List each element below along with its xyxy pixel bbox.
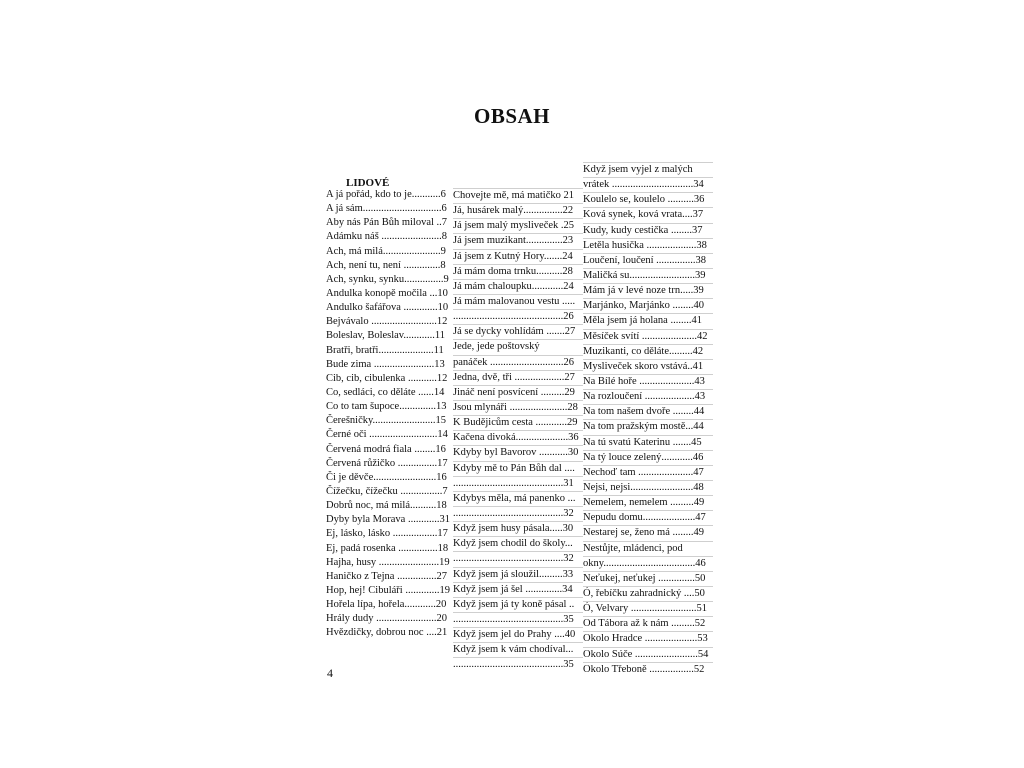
toc-entry: Mám já v levé noze trn.....39 xyxy=(583,283,713,298)
toc-entry: Já se dycky vohlídám .......27 xyxy=(453,324,583,339)
toc-entry: Mysliveček skoro vstává..41 xyxy=(583,359,713,374)
toc-entry: Když jsem vyjel z malých xyxy=(583,162,713,177)
toc-entry: Já mám chaloupku............24 xyxy=(453,279,583,294)
toc-entry: Ó, řebíčku zahradnický ....50 xyxy=(583,586,713,601)
toc-column-3 xyxy=(583,162,713,677)
toc-entry: Hajha, husy .......................19 xyxy=(326,556,450,568)
toc-entry: Nemelem, nemelem .........49 xyxy=(583,495,713,510)
toc-entry: Já jsem z Kutný Hory.......24 xyxy=(453,249,583,264)
toc-entry: Jede, jede poštovský xyxy=(453,339,583,354)
toc-entry: Jsou mlynáři ......................28 xyxy=(453,400,583,415)
toc-entry: okny...................................46 xyxy=(583,556,713,571)
toc-entry: Ková synek, ková vrata....37 xyxy=(583,207,713,222)
toc-entry: Andulka konopě močila ...10 xyxy=(326,287,448,299)
toc-entry: Kudy, kudy cestička ........37 xyxy=(583,223,713,238)
toc-entry: Dyby byla Morava ............31 xyxy=(326,514,450,526)
toc-entry: Na Bílé hoře .....................43 xyxy=(583,374,713,389)
toc-entry: Ej, lásko, lásko .................17 xyxy=(326,528,448,540)
toc-entry: Okolo Hradce ....................53 xyxy=(583,631,713,646)
toc-entry: Když jsem k vám chodíval... xyxy=(453,642,583,657)
toc-entry: Já jsem muzikant..............23 xyxy=(453,233,583,248)
toc-entry: Na tom pražským mostě...44 xyxy=(583,419,713,434)
toc-entry: Když jsem já ty koně pásal .. xyxy=(453,597,583,612)
toc-entry: ..........................................31 xyxy=(453,476,583,491)
toc-entry: Koulelo se, koulelo ..........36 xyxy=(583,192,713,207)
toc-entry: vrátek ...............................34 xyxy=(583,177,713,192)
toc-entry: Či je děvče........................16 xyxy=(326,471,447,483)
toc-entry: Boleslav, Boleslav............11 xyxy=(326,330,445,342)
toc-column-1 xyxy=(326,176,456,641)
toc-entry: Okolo Súče ........................54 xyxy=(583,647,713,662)
toc-entry: Na tý louce zelený............46 xyxy=(583,450,713,465)
toc-entry: Aby nás Pán Bůh miloval ..7 xyxy=(326,217,448,229)
toc-entry: Měla jsem já holana ........41 xyxy=(583,313,713,328)
toc-entry: Bejvávalo .........................12 xyxy=(326,316,448,328)
toc-column-2 xyxy=(453,188,583,673)
toc-entry: Ach, synku, synku...............9 xyxy=(326,273,449,285)
toc-entry: A já sám..............................6 xyxy=(326,203,447,215)
toc-entry: Co, sedláci, co děláte ......14 xyxy=(326,386,445,398)
toc-entry: Nepudu domu....................47 xyxy=(583,510,713,525)
toc-entry: Hrály dudy .......................20 xyxy=(326,613,448,625)
toc-entry: Cib, cib, cibulenka ...........12 xyxy=(326,372,448,384)
toc-entry: Ach, má milá......................9 xyxy=(326,245,446,257)
toc-entry: Když jsem já šel ..............34 xyxy=(453,582,583,597)
section-heading: LIDOVÉ xyxy=(346,177,390,189)
toc-entry: Nejsi, nejsi........................48 xyxy=(583,480,713,495)
toc-entry: Ach, není tu, není ..............8 xyxy=(326,259,446,271)
toc-entry: Od Tábora až k nám .........52 xyxy=(583,616,713,631)
toc-entry: Andulko šafářova .............10 xyxy=(326,302,449,314)
toc-entry: Jedna, dvě, tři ...................27 xyxy=(453,370,583,385)
toc-entry: Kdybys měla, má panenko ... xyxy=(453,491,583,506)
toc-entry: Loučení, loučení ...............38 xyxy=(583,253,713,268)
toc-entry: Hořela lípa, hořela............20 xyxy=(326,599,447,611)
toc-entry: A já pořád, kdo to je...........6 xyxy=(326,189,446,200)
toc-entry: Kačena divoká....................36 xyxy=(453,430,583,445)
toc-entry: Okolo Třeboně .................52 xyxy=(583,662,713,677)
toc-entry: Jináč není posvícení .........29 xyxy=(453,385,583,400)
toc-entry: ..........................................35 xyxy=(453,612,583,627)
toc-entry: Když jsem já sloužil.........33 xyxy=(453,567,583,582)
toc-entry: Hvězdičky, dobrou noc ....21 xyxy=(326,627,448,639)
toc-entry: Já, husárek malý...............22 xyxy=(453,203,583,218)
toc-entry: ..........................................35 xyxy=(453,657,583,672)
toc-entry: Já jsem malý mysliveček .25 xyxy=(453,218,583,233)
toc-entry: Dobrů noc, má milá..........18 xyxy=(326,500,447,512)
toc-entry: Já mám doma trnku..........28 xyxy=(453,264,583,279)
toc-entry: Na rozloučení ...................43 xyxy=(583,389,713,404)
toc-entry: Když jsem jel do Prahy ....40 xyxy=(453,627,583,642)
toc-entry: Měsíček svítí .....................42 xyxy=(583,329,713,344)
toc-entry: ..........................................32 xyxy=(453,551,583,566)
toc-entry: Letěla husička ...................38 xyxy=(583,238,713,253)
toc-entry: Když jsem chodil do školy... xyxy=(453,536,583,551)
toc-entry: Červená růžičko ...............17 xyxy=(326,457,448,469)
toc-entry: Haničko z Tejna ...............27 xyxy=(326,570,447,582)
toc-entry: Ej, padá rosenka ...............18 xyxy=(326,542,449,554)
toc-entry: Marjánko, Marjánko ........40 xyxy=(583,298,713,313)
toc-entry: Maličká su.........................39 xyxy=(583,268,713,283)
toc-entry: Adámku náš .......................8 xyxy=(326,231,448,243)
page-title: OBSAH xyxy=(473,104,551,128)
toc-entry: Čerešničky........................15 xyxy=(326,415,447,427)
toc-entry: Nestůjte, mládenci, pod xyxy=(583,541,713,556)
toc-entry: Na tom našem dvoře ........44 xyxy=(583,404,713,419)
toc-entry: Chovejte mě, má matičko 21 xyxy=(453,188,583,203)
toc-entry: Čížečku, čížečku ................7 xyxy=(326,485,448,497)
toc-entry: Kdyby byl Bavorov ...........30 xyxy=(453,445,583,460)
toc-entry: Nechoď tam .....................47 xyxy=(583,465,713,480)
toc-entry: Co to tam šupoce..............13 xyxy=(326,401,447,413)
toc-entry: K Budějicům cesta ............29 xyxy=(453,415,583,430)
toc-entry: Ó, Velvary .........................51 xyxy=(583,601,713,616)
toc-entry: Muzikanti, co děláte.........42 xyxy=(583,344,713,359)
toc-entry: Bude zima .......................13 xyxy=(326,358,445,370)
toc-entry: Červená modrá fiala ........16 xyxy=(326,443,446,455)
toc-entry: Neťukej, neťukej ..............50 xyxy=(583,571,713,586)
toc-entry: ..........................................26 xyxy=(453,309,583,324)
toc-entry: Já mám malovanou vestu ..... xyxy=(453,294,583,309)
toc-entry: panáček ............................26 xyxy=(453,355,583,370)
toc-entry: Když jsem husy pásala.....30 xyxy=(453,521,583,536)
toc-entry: ..........................................32 xyxy=(453,506,583,521)
toc-entry: Na tú svatú Katerinu .......45 xyxy=(583,435,713,450)
page-number: 4 xyxy=(327,666,333,680)
toc-entry: Kdyby mě to Pán Bůh dal .... xyxy=(453,461,583,476)
toc-entry: Nestarej se, ženo má ........49 xyxy=(583,525,713,540)
toc-entry: Hop, hej! Cibuláři .............19 xyxy=(326,584,450,596)
toc-entry: Černé oči ..........................14 xyxy=(326,429,448,441)
toc-entry: Bratři, bratři.....................11 xyxy=(326,344,444,356)
